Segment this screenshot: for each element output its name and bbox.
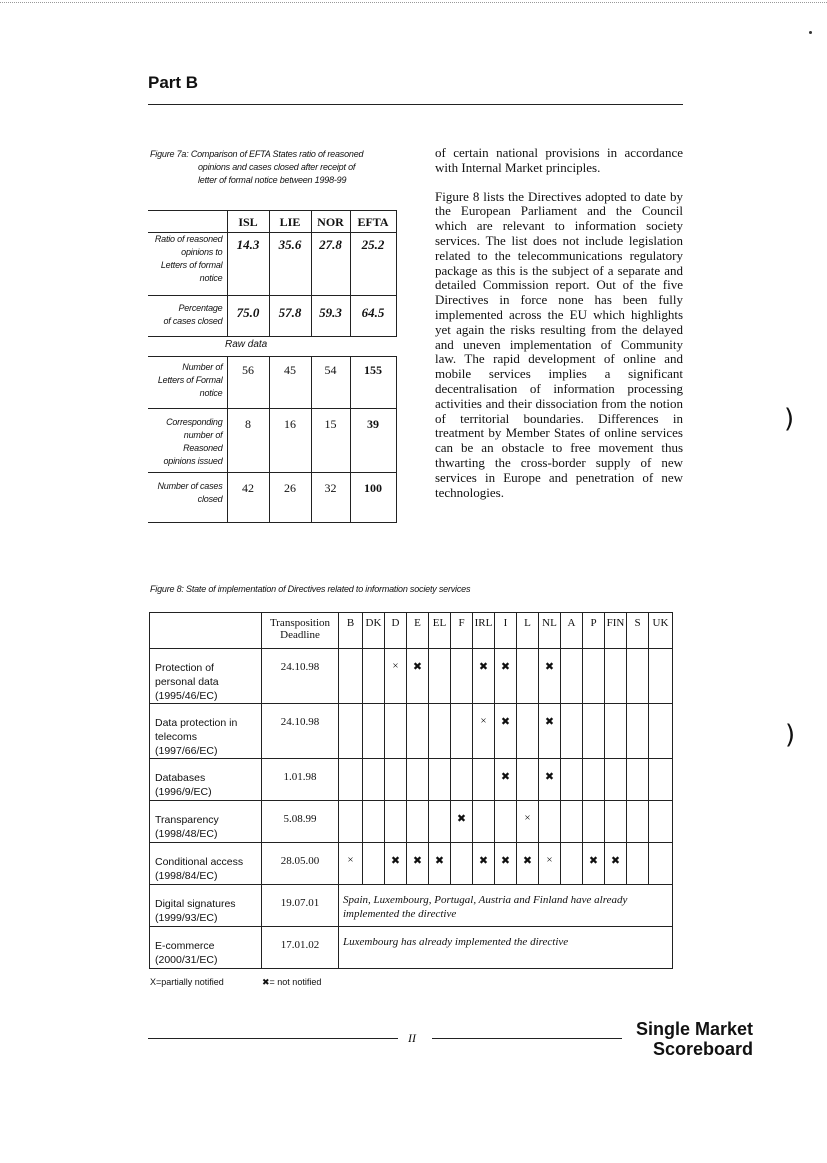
table-cell: 8 <box>227 409 269 473</box>
table-row <box>150 649 673 704</box>
table-cell: 14.3 <box>227 233 269 296</box>
empty-cell <box>517 759 539 801</box>
empty-cell <box>649 704 673 759</box>
empty-cell <box>583 801 605 843</box>
header-line: Deadline <box>280 629 320 641</box>
empty-cell <box>339 704 363 759</box>
page-number: II <box>408 1031 416 1045</box>
country-header: IRL <box>473 613 495 649</box>
empty-cell <box>363 759 385 801</box>
caption-line: Figure 7a: Comparison of EFTA States ratio of reasoned <box>150 149 364 159</box>
name-line: telecoms <box>155 731 198 743</box>
empty-cell <box>561 843 583 885</box>
legend-partial: X=partially notified <box>150 977 224 987</box>
not-notified-mark: ✖ <box>451 801 473 843</box>
scan-mark: ) <box>784 404 795 434</box>
label-line: notice <box>199 388 223 398</box>
directive-name <box>150 885 262 927</box>
label-line: Letters of Formal <box>157 375 223 385</box>
empty-cell <box>583 704 605 759</box>
partially-notified-mark: × <box>473 704 495 759</box>
not-notified-mark: ✖ <box>495 843 517 885</box>
table-cell: 64.5 <box>350 296 396 337</box>
empty-cell <box>363 704 385 759</box>
directive-name <box>150 801 262 843</box>
empty-cell <box>627 649 649 704</box>
empty-cell <box>429 649 451 704</box>
row-label <box>148 296 227 337</box>
country-header: L <box>517 613 539 649</box>
name-line: Conditional access <box>155 856 244 868</box>
country-header: E <box>407 613 429 649</box>
label-line: notice <box>199 273 223 283</box>
scan-mark: ) <box>785 720 796 750</box>
not-notified-mark: ✖ <box>495 649 517 704</box>
corner-cell <box>150 613 262 649</box>
table-cell: 56 <box>227 357 269 409</box>
name-line: personal data <box>155 676 219 688</box>
table-row <box>148 233 396 296</box>
empty-cell <box>451 759 473 801</box>
name-line: Transparency <box>155 814 219 826</box>
table-cell: 54 <box>311 357 350 409</box>
empty-cell <box>649 759 673 801</box>
implementation-note: Luxembourg has already implemented the directive <box>339 927 673 969</box>
empty-cell <box>561 801 583 843</box>
empty-cell <box>561 704 583 759</box>
body-text-column <box>435 146 683 500</box>
empty-cell <box>451 649 473 704</box>
deadline-header <box>262 613 339 649</box>
empty-cell <box>605 649 627 704</box>
name-line: (1995/46/EC) <box>155 690 218 702</box>
not-notified-mark: ✖ <box>583 843 605 885</box>
table-cell: 27.8 <box>311 233 350 296</box>
empty-cell <box>385 801 407 843</box>
table-row <box>150 801 673 843</box>
scan-dot <box>809 31 812 34</box>
raw-data-label: Raw data <box>225 339 268 350</box>
deadline-cell: 24.10.98 <box>262 704 339 759</box>
empty-cell <box>517 704 539 759</box>
empty-cell <box>339 649 363 704</box>
not-notified-mark: ✖ <box>539 759 561 801</box>
name-line: (2000/31/EC) <box>155 954 218 966</box>
empty-cell <box>339 801 363 843</box>
country-header: NL <box>539 613 561 649</box>
country-header: UK <box>649 613 673 649</box>
label-line: number of <box>183 430 223 440</box>
country-header: D <box>385 613 407 649</box>
name-line: E-commerce <box>155 940 215 952</box>
deadline-cell: 1.01.98 <box>262 759 339 801</box>
table-row <box>148 473 396 523</box>
table-cell: 42 <box>227 473 269 523</box>
empty-cell <box>363 649 385 704</box>
not-notified-mark: ✖ <box>473 649 495 704</box>
country-header: I <box>495 613 517 649</box>
table-cell: 75.0 <box>227 296 269 337</box>
not-notified-mark: ✖ <box>605 843 627 885</box>
partially-notified-mark: × <box>539 843 561 885</box>
name-line: Databases <box>155 772 206 784</box>
empty-cell <box>605 801 627 843</box>
name-line: (1997/66/EC) <box>155 745 218 757</box>
empty-cell <box>429 759 451 801</box>
name-line: (1996/9/EC) <box>155 786 212 798</box>
table-row <box>150 843 673 885</box>
table-row <box>150 885 673 927</box>
table-cell: 100 <box>350 473 396 523</box>
not-notified-mark: ✖ <box>407 843 429 885</box>
not-notified-mark: ✖ <box>385 843 407 885</box>
table-cell: 35.6 <box>269 233 311 296</box>
empty-cell <box>517 649 539 704</box>
directive-name <box>150 927 262 969</box>
name-line: Protection of <box>155 662 214 674</box>
label-line: Percentage <box>178 303 223 313</box>
not-notified-mark: ✖ <box>407 649 429 704</box>
table-cell: 59.3 <box>311 296 350 337</box>
table-cell: 57.8 <box>269 296 311 337</box>
paragraph: Figure 8 lists the Directives adopted to date by the European Parliament and the Council which are relevant to information society services. The list does not include legislation related to the telecommunications regulatory package as this is the subject of a separate and detailed Commission report. Out of the five Directives in force none has been fully implemented across the EU which highlights yet again the risks resulting from the delayed and uneven implementation of Community law. The rapid development of online and mobile services implies a significant decentralisation of information processing activities and their dissociation from the notion of territorial boundaries. Differences in treatment by Member States of online services can be an obstacle to free movement thus thwarting the cross-border supply of new services in Europe and penetration of new technologies. <box>435 188 683 500</box>
implementation-note: Spain, Luxembourg, Portugal, Austria and Finland have already implemented the directive <box>339 885 673 927</box>
row-label <box>148 233 227 296</box>
row-label <box>148 473 227 523</box>
label-line: Corresponding <box>166 417 223 427</box>
column-header: ISL <box>227 211 269 233</box>
table-cell: 45 <box>269 357 311 409</box>
label-line: Letters of formal <box>160 260 223 270</box>
table-row <box>150 927 673 969</box>
table-header-row <box>150 613 673 649</box>
caption-line: opinions and cases closed after receipt of <box>198 162 356 172</box>
not-notified-mark: ✖ <box>495 704 517 759</box>
label-line: Number of <box>182 362 223 372</box>
table-row <box>150 759 673 801</box>
name-line: (1998/48/EC) <box>155 828 218 840</box>
empty-cell <box>605 704 627 759</box>
country-header: B <box>339 613 363 649</box>
country-header: F <box>451 613 473 649</box>
brand-line: Single Market <box>635 1019 753 1039</box>
partially-notified-mark: × <box>385 649 407 704</box>
empty-cell <box>495 801 517 843</box>
empty-cell <box>407 704 429 759</box>
figure7a-ratio-table <box>148 210 397 337</box>
table-row <box>148 296 396 337</box>
directive-name <box>150 843 262 885</box>
header-rule <box>148 104 683 105</box>
country-header: DK <box>363 613 385 649</box>
table-cell: 26 <box>269 473 311 523</box>
directive-name <box>150 759 262 801</box>
label-line: Ratio of reasoned <box>154 234 223 244</box>
paragraph: of certain national provisions in accordance with Internal Market principles. <box>435 145 683 175</box>
header-line: Transposition <box>269 617 331 629</box>
not-notified-mark: ✖ <box>473 843 495 885</box>
empty-cell <box>649 801 673 843</box>
not-notified-mark: ✖ <box>539 704 561 759</box>
footer-rule-left <box>148 1038 398 1039</box>
label-line: closed <box>197 494 223 504</box>
name-line: Digital signatures <box>155 898 236 910</box>
empty-cell <box>407 759 429 801</box>
footer-rule-right <box>432 1038 622 1039</box>
figure7a-raw-table <box>148 356 397 523</box>
partially-notified-mark: × <box>517 801 539 843</box>
country-header: A <box>561 613 583 649</box>
empty-cell <box>429 704 451 759</box>
table-cell: 15 <box>311 409 350 473</box>
empty-cell <box>649 843 673 885</box>
row-label <box>148 357 227 409</box>
top-edge-line <box>0 2 827 3</box>
country-header: FIN <box>605 613 627 649</box>
empty-cell <box>627 801 649 843</box>
column-header: LIE <box>269 211 311 233</box>
empty-cell <box>561 759 583 801</box>
empty-cell <box>627 704 649 759</box>
label-line: of cases closed <box>163 316 223 326</box>
row-label <box>148 409 227 473</box>
empty-cell <box>583 759 605 801</box>
directive-name <box>150 649 262 704</box>
country-header: S <box>627 613 649 649</box>
label-line: Reasoned <box>183 443 223 453</box>
column-header: EFTA <box>350 211 396 233</box>
empty-cell <box>451 843 473 885</box>
table-cell: 39 <box>350 409 396 473</box>
table-cell: 25.2 <box>350 233 396 296</box>
country-header: EL <box>429 613 451 649</box>
directive-name <box>150 704 262 759</box>
empty-cell <box>363 801 385 843</box>
empty-cell <box>561 649 583 704</box>
not-notified-mark: ✖ <box>429 843 451 885</box>
empty-cell <box>605 759 627 801</box>
empty-cell <box>473 801 495 843</box>
deadline-cell: 28.05.00 <box>262 843 339 885</box>
not-notified-mark: ✖ <box>517 843 539 885</box>
table-row <box>148 409 396 473</box>
empty-cell <box>451 704 473 759</box>
name-line: Data protection in <box>155 717 238 729</box>
label-line: opinions issued <box>163 456 223 466</box>
caption-line: letter of formal notice between 1998-99 <box>198 175 347 185</box>
empty-cell <box>385 759 407 801</box>
empty-cell <box>339 759 363 801</box>
deadline-cell: 17.01.02 <box>262 927 339 969</box>
empty-cell <box>583 649 605 704</box>
publication-brand <box>600 1019 753 1059</box>
name-line: (1999/93/EC) <box>155 912 218 924</box>
figure7a-caption <box>150 148 405 187</box>
name-line: (1998/84/EC) <box>155 870 218 882</box>
country-header: P <box>583 613 605 649</box>
figure8-table <box>149 612 673 969</box>
figure8-caption: Figure 8: State of implementation of Directives related to information society services <box>150 584 471 594</box>
label-line: Number of cases <box>157 481 223 491</box>
empty-cell <box>473 759 495 801</box>
brand-line: Scoreboard <box>652 1039 753 1059</box>
table-cell: 155 <box>350 357 396 409</box>
empty-cell <box>407 801 429 843</box>
empty-cell <box>363 843 385 885</box>
table-cell: 16 <box>269 409 311 473</box>
partially-notified-mark: × <box>339 843 363 885</box>
empty-cell <box>649 649 673 704</box>
deadline-cell: 24.10.98 <box>262 649 339 704</box>
label-line: opinions to <box>181 247 223 257</box>
empty-cell <box>429 801 451 843</box>
empty-cell <box>627 843 649 885</box>
deadline-cell: 5.08.99 <box>262 801 339 843</box>
not-notified-mark: ✖ <box>495 759 517 801</box>
empty-cell <box>539 801 561 843</box>
table-row <box>148 357 396 409</box>
empty-cell <box>627 759 649 801</box>
table-row <box>150 704 673 759</box>
page-header: Part B <box>148 73 199 92</box>
deadline-cell: 19.07.01 <box>262 885 339 927</box>
table-header-row <box>148 211 396 233</box>
legend-not-notified: ✖= not notified <box>262 977 322 987</box>
table-cell: 32 <box>311 473 350 523</box>
empty-cell <box>385 704 407 759</box>
not-notified-mark: ✖ <box>539 649 561 704</box>
column-header: NOR <box>311 211 350 233</box>
